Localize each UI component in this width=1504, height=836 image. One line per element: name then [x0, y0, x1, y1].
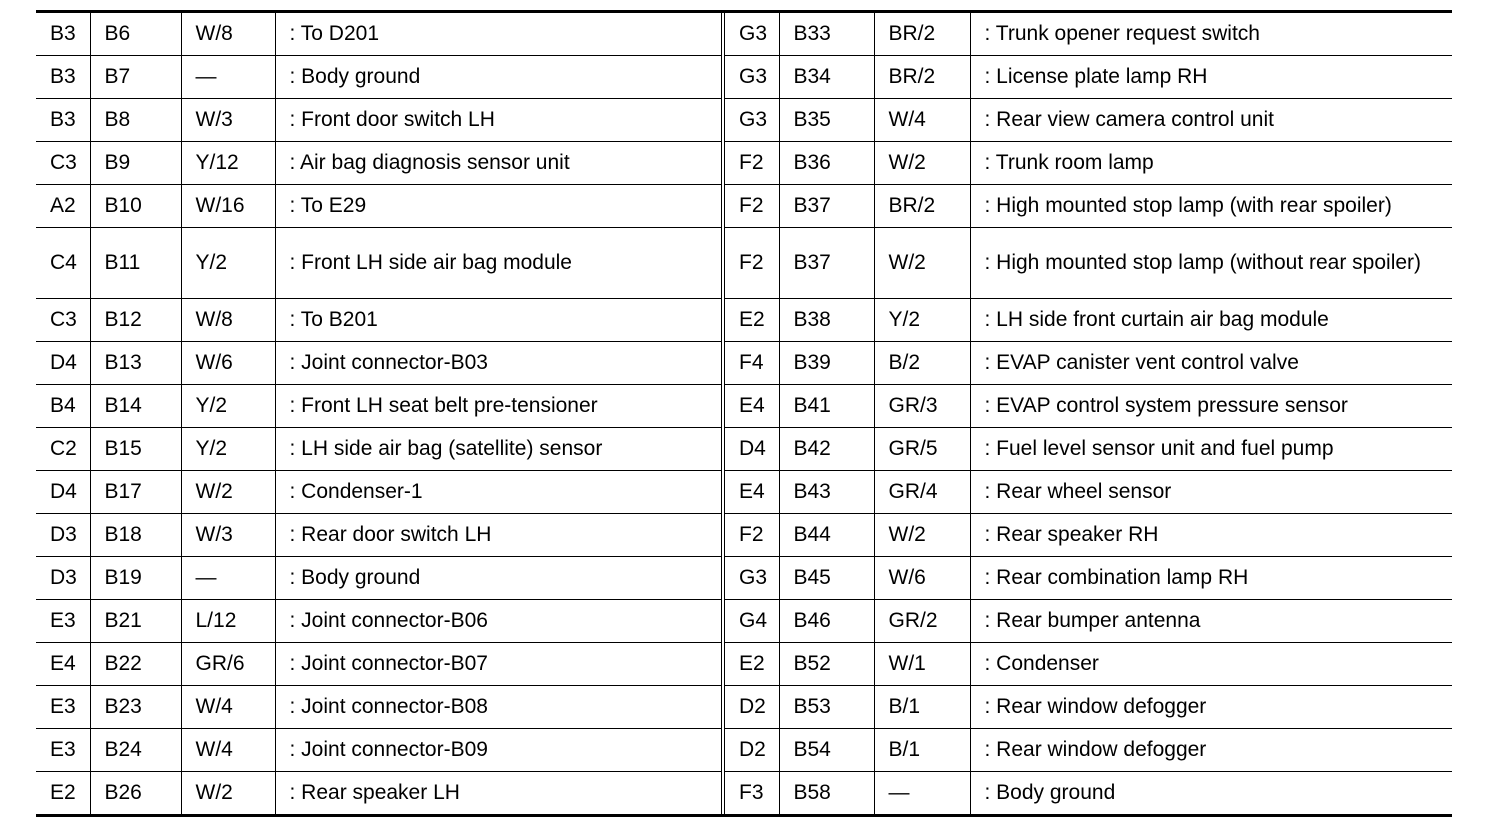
connector-name-cell: : Body ground — [970, 772, 1452, 815]
connector-name-cell: : Rear speaker LH — [275, 772, 723, 815]
table-row — [36, 142, 1452, 185]
connector-name-cell: : Rear window defogger — [970, 686, 1452, 729]
table-row — [36, 686, 1452, 729]
connector-name-cell: : To B201 — [275, 299, 723, 342]
connector-name-cell: : To D201 — [275, 13, 723, 56]
grid-ref-cell: E3 — [36, 686, 90, 729]
table-row — [36, 600, 1452, 643]
connector-number-cell: B26 — [90, 772, 181, 815]
connector-name-cell: : Body ground — [275, 557, 723, 600]
connector-table — [36, 13, 1452, 814]
table-row — [36, 385, 1452, 428]
connector-name-cell: : Rear speaker RH — [970, 514, 1452, 557]
connector-color-cell: W/6 — [181, 342, 275, 385]
connector-number-cell: B11 — [90, 228, 181, 299]
table-row — [36, 514, 1452, 557]
connector-color-cell: W/6 — [874, 557, 970, 600]
connector-name-cell: : Joint connector-B07 — [275, 643, 723, 686]
grid-ref-cell: F2 — [723, 142, 779, 185]
grid-ref-cell: G3 — [723, 557, 779, 600]
connector-number-cell: B7 — [90, 56, 181, 99]
grid-ref-cell: E3 — [36, 600, 90, 643]
connector-number-cell: B35 — [779, 99, 874, 142]
connector-color-cell: Y/2 — [181, 385, 275, 428]
grid-ref-cell: D3 — [36, 514, 90, 557]
connector-number-cell: B41 — [779, 385, 874, 428]
connector-name-cell: : LH side air bag (satellite) sensor — [275, 428, 723, 471]
connector-name-cell: : Rear view camera control unit — [970, 99, 1452, 142]
connector-color-cell: W/2 — [874, 228, 970, 299]
connector-color-cell: GR/6 — [181, 643, 275, 686]
grid-ref-cell: F4 — [723, 342, 779, 385]
connector-number-cell: B46 — [779, 600, 874, 643]
connector-number-cell: B43 — [779, 471, 874, 514]
table-row — [36, 99, 1452, 142]
connector-color-cell: W/8 — [181, 13, 275, 56]
grid-ref-cell: G3 — [723, 99, 779, 142]
connector-name-cell: : Rear combination lamp RH — [970, 557, 1452, 600]
connector-number-cell: B6 — [90, 13, 181, 56]
connector-name-cell: : Rear door switch LH — [275, 514, 723, 557]
connector-number-cell: B12 — [90, 299, 181, 342]
grid-ref-cell: C4 — [36, 228, 90, 299]
connector-rows — [36, 13, 1452, 814]
grid-ref-cell: D2 — [723, 729, 779, 772]
table-row — [36, 228, 1452, 299]
grid-ref-cell: C3 — [36, 142, 90, 185]
grid-ref-cell: D4 — [36, 471, 90, 514]
connector-color-cell: W/3 — [181, 99, 275, 142]
grid-ref-cell: E4 — [723, 471, 779, 514]
connector-color-cell: W/4 — [874, 99, 970, 142]
connector-name-cell: : Joint connector-B09 — [275, 729, 723, 772]
connector-number-cell: B23 — [90, 686, 181, 729]
connector-color-cell: W/16 — [181, 185, 275, 228]
connector-number-cell: B37 — [779, 185, 874, 228]
table-row — [36, 428, 1452, 471]
connector-name-cell: : High mounted stop lamp (with rear spoiler) — [970, 185, 1452, 228]
connector-color-cell: Y/2 — [181, 228, 275, 299]
connector-number-cell: B45 — [779, 557, 874, 600]
connector-number-cell: B10 — [90, 185, 181, 228]
connector-name-cell: : Trunk opener request switch — [970, 13, 1452, 56]
grid-ref-cell: B3 — [36, 13, 90, 56]
connector-color-cell: L/12 — [181, 600, 275, 643]
grid-ref-cell: E3 — [36, 729, 90, 772]
connector-name-cell: : EVAP control system pressure sensor — [970, 385, 1452, 428]
grid-ref-cell: D4 — [36, 342, 90, 385]
connector-name-cell: : Joint connector-B06 — [275, 600, 723, 643]
connector-color-cell: BR/2 — [874, 56, 970, 99]
grid-ref-cell: G3 — [723, 56, 779, 99]
connector-color-cell: GR/5 — [874, 428, 970, 471]
connector-color-cell: GR/4 — [874, 471, 970, 514]
connector-number-cell: B42 — [779, 428, 874, 471]
connector-color-cell: — — [874, 772, 970, 815]
connector-color-cell: W/2 — [874, 142, 970, 185]
connector-color-cell: B/1 — [874, 729, 970, 772]
grid-ref-cell: D4 — [723, 428, 779, 471]
table-row — [36, 13, 1452, 56]
connector-number-cell: B34 — [779, 56, 874, 99]
connector-list — [36, 10, 1452, 817]
grid-ref-cell: E2 — [723, 299, 779, 342]
connector-number-cell: B53 — [779, 686, 874, 729]
grid-ref-cell: B3 — [36, 99, 90, 142]
grid-ref-cell: G4 — [723, 600, 779, 643]
grid-ref-cell: F3 — [723, 772, 779, 815]
connector-color-cell: W/1 — [874, 643, 970, 686]
grid-ref-cell: C3 — [36, 299, 90, 342]
connector-color-cell: W/3 — [181, 514, 275, 557]
connector-color-cell: GR/2 — [874, 600, 970, 643]
connector-name-cell: : High mounted stop lamp (without rear spoiler) — [970, 228, 1452, 299]
connector-number-cell: B58 — [779, 772, 874, 815]
table-row — [36, 471, 1452, 514]
connector-name-cell: : Rear bumper antenna — [970, 600, 1452, 643]
connector-name-cell: : Body ground — [275, 56, 723, 99]
grid-ref-cell: B4 — [36, 385, 90, 428]
connector-color-cell: — — [181, 557, 275, 600]
grid-ref-cell: E2 — [723, 643, 779, 686]
connector-number-cell: B8 — [90, 99, 181, 142]
connector-number-cell: B36 — [779, 142, 874, 185]
connector-color-cell: W/2 — [181, 772, 275, 815]
connector-color-cell: BR/2 — [874, 185, 970, 228]
grid-ref-cell: A2 — [36, 185, 90, 228]
grid-ref-cell: D2 — [723, 686, 779, 729]
connector-color-cell: W/8 — [181, 299, 275, 342]
grid-ref-cell: G3 — [723, 13, 779, 56]
connector-number-cell: B24 — [90, 729, 181, 772]
connector-name-cell: : Front LH side air bag module — [275, 228, 723, 299]
connector-name-cell: : Joint connector-B03 — [275, 342, 723, 385]
connector-color-cell: Y/12 — [181, 142, 275, 185]
table-row — [36, 185, 1452, 228]
table-row — [36, 56, 1452, 99]
connector-color-cell: B/2 — [874, 342, 970, 385]
connector-number-cell: B9 — [90, 142, 181, 185]
connector-number-cell: B54 — [779, 729, 874, 772]
connector-name-cell: : Front door switch LH — [275, 99, 723, 142]
connector-number-cell: B17 — [90, 471, 181, 514]
grid-ref-cell: D3 — [36, 557, 90, 600]
table-row — [36, 772, 1452, 815]
grid-ref-cell: E4 — [723, 385, 779, 428]
connector-number-cell: B33 — [779, 13, 874, 56]
connector-color-cell: — — [181, 56, 275, 99]
connector-number-cell: B52 — [779, 643, 874, 686]
grid-ref-cell: B3 — [36, 56, 90, 99]
table-row — [36, 299, 1452, 342]
connector-name-cell: : Condenser — [970, 643, 1452, 686]
connector-number-cell: B14 — [90, 385, 181, 428]
connector-name-cell: : Rear wheel sensor — [970, 471, 1452, 514]
connector-number-cell: B38 — [779, 299, 874, 342]
connector-color-cell: W/4 — [181, 729, 275, 772]
connector-color-cell: GR/3 — [874, 385, 970, 428]
grid-ref-cell: E4 — [36, 643, 90, 686]
table-row — [36, 643, 1452, 686]
connector-number-cell: B39 — [779, 342, 874, 385]
connector-number-cell: B15 — [90, 428, 181, 471]
connector-name-cell: : EVAP canister vent control valve — [970, 342, 1452, 385]
grid-ref-cell: E2 — [50, 781, 76, 804]
connector-name-cell: : Joint connector-B08 — [275, 686, 723, 729]
connector-color-cell: W/2 — [181, 471, 275, 514]
connector-number-cell: B37 — [779, 228, 874, 299]
connector-name-cell: : Fuel level sensor unit and fuel pump — [970, 428, 1452, 471]
connector-number-cell: B44 — [779, 514, 874, 557]
connector-name-cell: : Rear window defogger — [970, 729, 1452, 772]
connector-name-cell: : Condenser-1 — [275, 471, 723, 514]
table-row — [36, 557, 1452, 600]
grid-ref-cell: F2 — [723, 514, 779, 557]
grid-ref-cell: C2 — [36, 428, 90, 471]
connector-color-cell: W/4 — [181, 686, 275, 729]
connector-number-cell: B18 — [90, 514, 181, 557]
connector-name-cell: : Air bag diagnosis sensor unit — [275, 142, 723, 185]
connector-color-cell: Y/2 — [874, 299, 970, 342]
grid-ref-cell: F2 — [723, 185, 779, 228]
connector-color-cell: B/1 — [874, 686, 970, 729]
connector-color-cell: W/2 — [874, 514, 970, 557]
connector-name-cell: : Front LH seat belt pre-tensioner — [275, 385, 723, 428]
connector-name-cell: : Trunk room lamp — [970, 142, 1452, 185]
connector-color-cell: BR/2 — [874, 13, 970, 56]
connector-number-cell: B13 — [90, 342, 181, 385]
table-row — [36, 342, 1452, 385]
connector-number-cell: B19 — [90, 557, 181, 600]
connector-number-cell: B21 — [90, 600, 181, 643]
table-row — [36, 729, 1452, 772]
grid-ref-cell: F2 — [723, 228, 779, 299]
connector-color-cell: Y/2 — [181, 428, 275, 471]
connector-name-cell: : To E29 — [275, 185, 723, 228]
connector-number-cell: B22 — [90, 643, 181, 686]
connector-name-cell: : LH side front curtain air bag module — [970, 299, 1452, 342]
connector-name-cell: : License plate lamp RH — [970, 56, 1452, 99]
